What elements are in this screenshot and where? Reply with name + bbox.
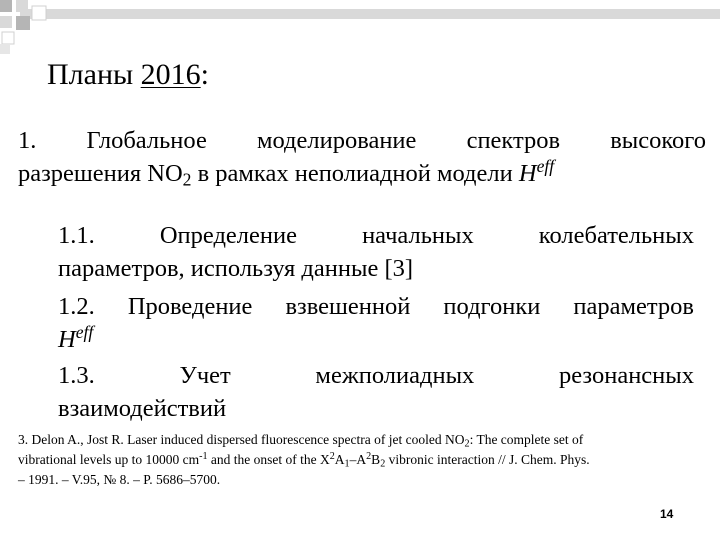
ref-subscript: 1	[344, 458, 350, 470]
ref-superscript: -1	[199, 450, 208, 462]
item-1-3-line-2: взаимодействий	[58, 395, 227, 422]
decor-square	[0, 44, 10, 54]
h-eff-superscript: eff	[536, 156, 555, 177]
ref-text: : The complete set of	[469, 432, 584, 447]
item-1-line-2	[18, 157, 706, 190]
page-number: 14	[660, 507, 674, 521]
header-decoration	[0, 0, 720, 60]
item-1	[18, 124, 706, 190]
header-bar	[20, 9, 720, 19]
item-1-1-line-2: параметров, используя данные [3]	[58, 255, 414, 282]
ref-superscript: 2	[329, 450, 335, 462]
ref-text: –A	[349, 452, 367, 467]
item-1-3-line-1: 1.3. Учет межполиадных резонансных	[58, 362, 694, 389]
ref-subscript: 2	[380, 458, 386, 470]
decor-square	[2, 32, 14, 44]
ref-subscript: 2	[464, 438, 470, 450]
reference-line-1	[18, 430, 708, 450]
title-colon: :	[200, 58, 210, 91]
item-1-text-a: разрешения NO	[18, 160, 183, 187]
ref-text: vibronic interaction // J. Chem. Phys.	[385, 452, 590, 467]
title-year: 2016	[140, 58, 201, 91]
reference-footnote	[18, 430, 708, 490]
decor-square	[32, 6, 46, 20]
ref-text: B	[371, 452, 381, 467]
item-1-3	[58, 359, 694, 425]
decor-square	[0, 0, 12, 12]
decor-square	[16, 16, 30, 30]
ref-text: and the onset of the X	[207, 452, 330, 467]
ref-text: 3. Delon A., Jost R. Laser induced dispersed fluorescence spectra of jet cooled NO	[18, 432, 465, 447]
item-1-text-b: в рамках неполиадной модели	[191, 160, 519, 187]
item-1-1	[58, 219, 694, 285]
slide-title	[47, 57, 209, 93]
decor-square	[0, 16, 12, 28]
item-1-2-line-1: 1.2. Проведение взвешенной подгонки параметров	[58, 293, 694, 320]
title-word: Планы	[47, 58, 141, 91]
decor-square	[16, 0, 28, 12]
item-1-1-line-1: 1.1. Определение начальных колебательных	[58, 222, 694, 249]
reference-line-3: – 1991. – V.95, № 8. – P. 5686–5700.	[18, 472, 221, 487]
item-1-line-1: 1. Глобальное моделирование спектров высокого	[18, 127, 706, 154]
item-1-2-line-2	[58, 323, 694, 356]
ref-text: vibrational levels up to 10000 cm	[18, 452, 200, 467]
h-eff-symbol: H	[58, 326, 76, 353]
ref-text: A	[334, 452, 345, 467]
reference-line-2	[18, 450, 708, 470]
ref-superscript: 2	[366, 450, 372, 462]
h-eff-superscript: eff	[75, 322, 94, 343]
h-eff-symbol: H	[518, 160, 537, 187]
item-1-subscript: 2	[182, 169, 192, 190]
item-1-2	[58, 290, 694, 356]
